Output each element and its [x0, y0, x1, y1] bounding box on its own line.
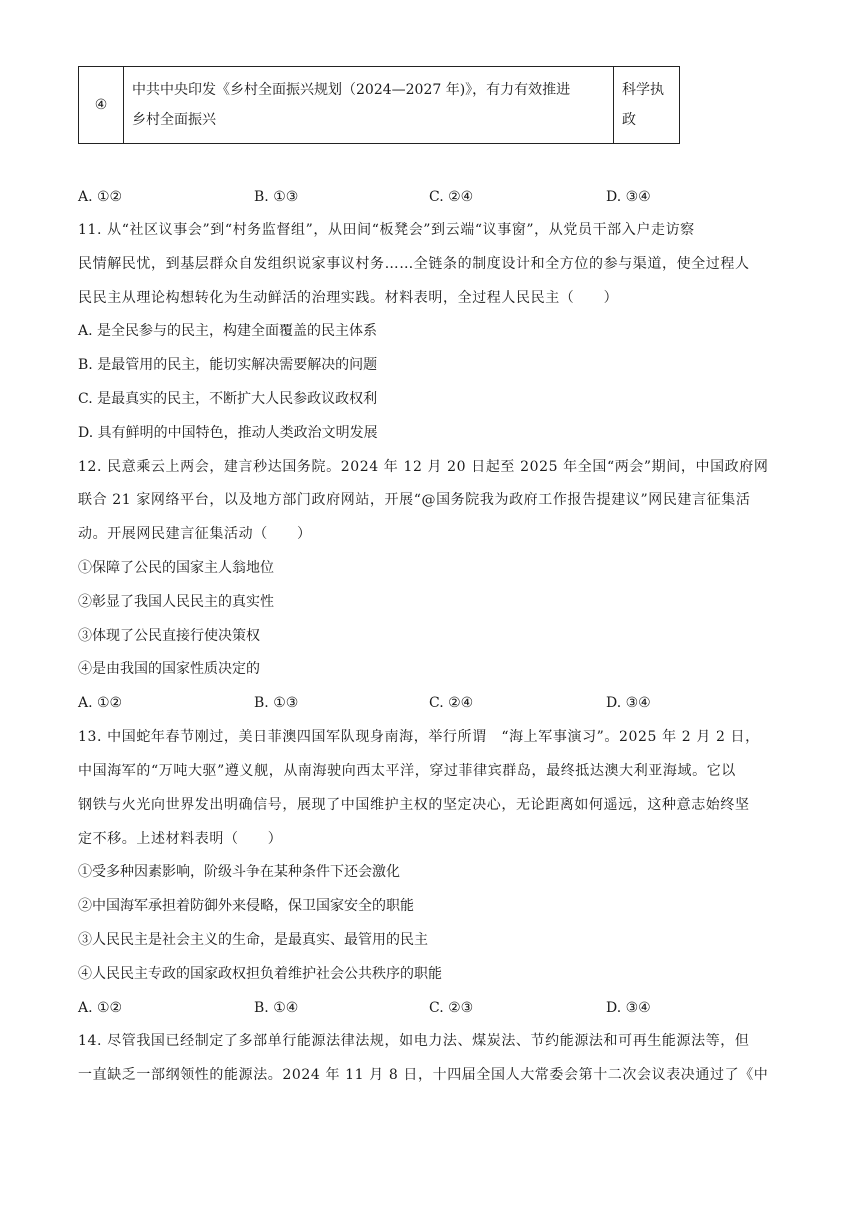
q13-options	[78, 998, 778, 1018]
q13-item: ④人民民主专政的国家政权担负着维护社会公共秩序的职能	[78, 966, 442, 982]
q11-stem-line: 11. 从“社区议事会”到“村务监督组”，从田间“板凳会”到云端“议事窗”，从党员干部入户走访察	[78, 222, 695, 238]
q12-stem-line: 12. 民意乘云上两会，建言秒达国务院。2024 年 12 月 20 日起至 2025 年全国“两会”期间，中国政府网	[78, 459, 769, 475]
option-d[interactable]: D. ③④	[606, 1000, 651, 1016]
q11-option-a[interactable]: A. 是全民参与的民主，构建全面覆盖的民主体系	[78, 323, 378, 339]
q11-stem-line: 民民主从理论构想转化为生动鲜活的治理实践。材料表明，全过程人民民主（ ）	[78, 290, 619, 306]
q12-stem-line: 动。开展网民建言征集活动（ ）	[78, 526, 312, 542]
q12-stem-line: 联合 21 家网络平台，以及地方部门政府网站，开展“@国务院我为政府工作报告提建议”网民建言征集活	[78, 492, 751, 508]
option-a[interactable]: A. ①②	[78, 1000, 123, 1016]
q14-stem-line: 一直缺乏一部纲领性的能源法。2024 年 11 月 8 日，十四届全国人大常委会第十二次会议表决通过了《中	[78, 1067, 769, 1083]
q11-stem-line: 民情解民忧，到基层群众自发组织说家事议村务……全链条的制度设计和全方位的参与渠道，使全过程人	[78, 256, 750, 272]
q14-stem-line: 14. 尽管我国已经制定了多部单行能源法律法规，如电力法、煤炭法、节约能源法和可再生能源法等，但	[78, 1033, 750, 1049]
option-b[interactable]: B. ①③	[254, 189, 299, 205]
table-tag-line: 科学执	[622, 82, 664, 98]
q13-item: ③人民民主是社会主义的生命，是最真实、最管用的民主	[78, 932, 428, 948]
option-d[interactable]: D. ③④	[606, 695, 651, 711]
q10-options	[78, 187, 778, 207]
option-c[interactable]: C. ②④	[429, 695, 474, 711]
q12-item: ③体现了公民直接行使决策权	[78, 628, 260, 644]
q12-item: ①保障了公民的国家主人翁地位	[78, 560, 274, 576]
q12-item: ②彰显了我国人民民主的真实性	[78, 594, 274, 610]
option-b[interactable]: B. ①④	[254, 1000, 299, 1016]
q13-stem-line: 钢铁与火光向世界发出明确信号，展现了中国维护主权的坚定决心，无论距离如何遥远，这种意志始终坚	[78, 797, 750, 813]
q12-options	[78, 693, 778, 713]
option-c[interactable]: C. ②③	[429, 1000, 474, 1016]
table-row-tag	[614, 67, 679, 143]
table-content-line: 中共中央印发《乡村全面振兴规划（2024—2027 年)》，有力有效推进	[132, 82, 571, 98]
q13-stem-line: 中国海军的“万吨大驱”遵义舰，从南海驶向西太平洋，穿过菲律宾群岛，最终抵达澳大利亚海域。它以	[78, 763, 736, 779]
q11-option-c[interactable]: C. 是最真实的民主，不断扩大人民参政议政权利	[78, 391, 378, 407]
q13-item: ①受多种因素影响，阶级斗争在某种条件下还会激化	[78, 864, 400, 880]
table-content-line: 乡村全面振兴	[132, 112, 216, 128]
table-row-number: ④	[79, 67, 124, 143]
option-b[interactable]: B. ①③	[254, 695, 299, 711]
policy-table-row	[78, 66, 680, 144]
q13-stem-line: 13. 中国蛇年春节刚过，美日菲澳四国军队现身南海，举行所谓 “海上军事演习”。2025 年 2 月 2 日，	[78, 729, 760, 745]
q13-item: ②中国海军承担着防御外来侵略，保卫国家安全的职能	[78, 898, 414, 914]
q11-option-d[interactable]: D. 具有鲜明的中国特色，推动人类政治文明发展	[78, 425, 378, 441]
q12-item: ④是由我国的国家性质决定的	[78, 661, 260, 677]
option-a[interactable]: A. ①②	[78, 189, 123, 205]
option-c[interactable]: C. ②④	[429, 189, 474, 205]
q11-option-b[interactable]: B. 是最管用的民主，能切实解决需要解决的问题	[78, 357, 378, 373]
table-tag-line: 政	[622, 112, 636, 128]
option-d[interactable]: D. ③④	[606, 189, 651, 205]
option-a[interactable]: A. ①②	[78, 695, 123, 711]
table-row-content	[124, 67, 614, 143]
q13-stem-line: 定不移。上述材料表明（ ）	[78, 831, 283, 847]
